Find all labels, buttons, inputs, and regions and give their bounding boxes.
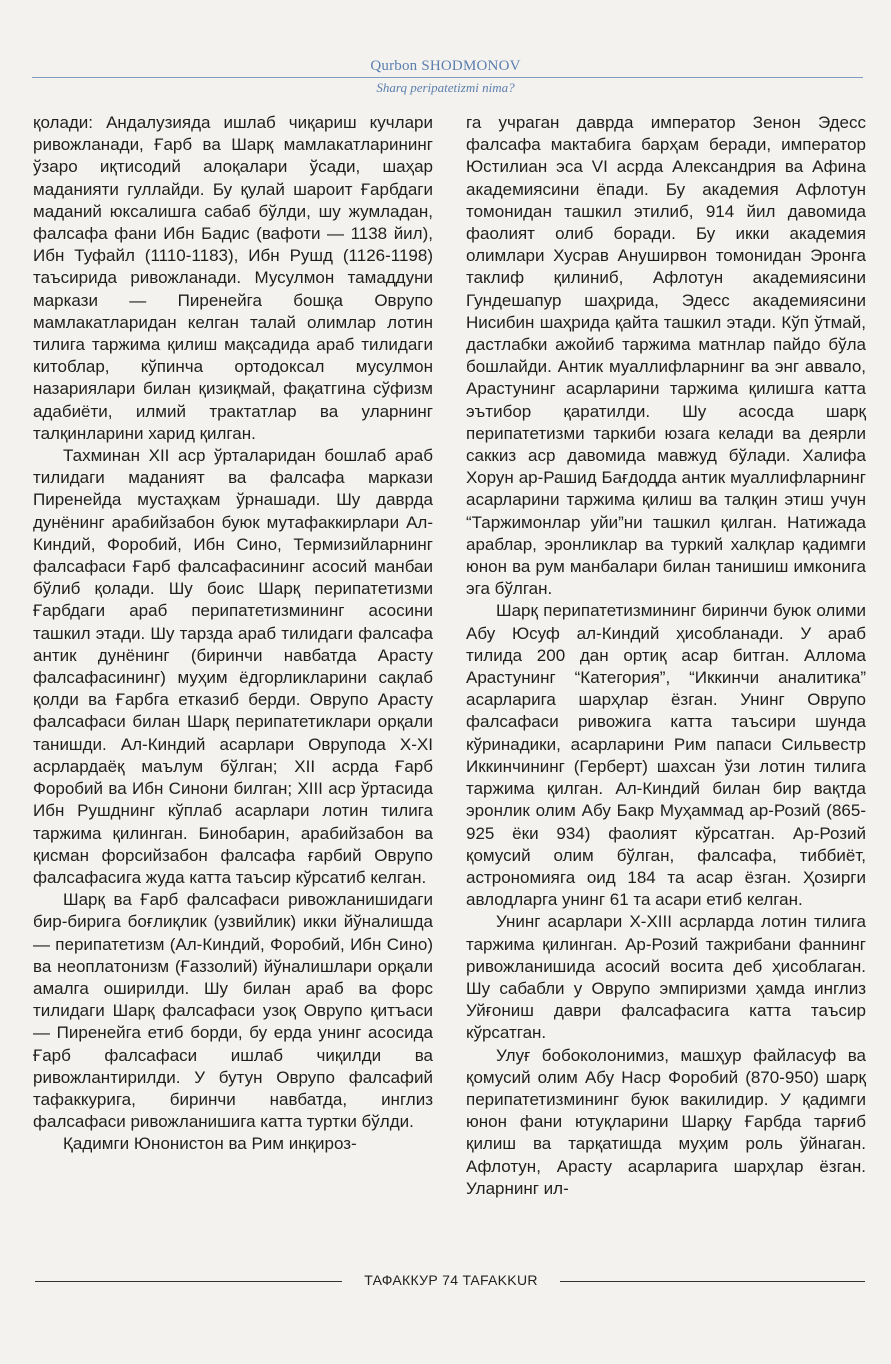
paragraph: га учраган даврда император Зенон Эдесс фалсафа мактабига барҳам беради, император Юстилиан эса VI асрда Александрия ва Афина академиясини ёпади. Бу академия Афлотун томонидан ташкил этилиб, 914 йил давомида фаолият олиб боради. Бу икки академия олимлари Хусрав Ануширвон томонидан Эронга таклиф қилиниб, Афлотун академиясини Гундешапур шаҳрида, Эдесс академиясини Нисибин шаҳрида қайта ташкил этади. Кўп ўтмай, дастлабки ажойиб таржима матнлар пайдо бўла бошлайди. Антик муаллифларнинг ва энг аввало, Арастунинг асарларини таржима қилишга катта эътибор қаратилди. Шу асосда шарқ перипатетизми таркиби юзага келади ва деярли саккиз аср давомида мавжуд бўлади. Халифа Хорун ар-Рашид Бағдодда антик муаллифларнинг асарларини таржима қилиш ва талқин этиш учун “Таржимонлар уйи”ни ташкил қилган. Натижада араблар, эронликлар ва туркий халқлар қадимги юнон ва рум манбалари билан танишиш имконига эга бўлган. bbox=[466, 113, 866, 599]
paragraph: Шарқ ва Ғарб фалсафаси ривожланишидаги бир-бирига боғлиқлик (узвийлик) икки йўналишда — перипатетизм (Ал-Киндий, Форобий, Ибн Сино) ва неоплатонизм (Ғаззолий) йўналишлари орқали амалга оширилди. Шу билан араб ва форс тилидаги Шарқ фалсафаси узоқ Оврупо қитъаси — Пиренейга етиб борди, бу ерда унинг асосида Ғарб фалсафаси ишлаб чиқилди ва ривожлантирилди. У бутун Оврупо фалсафий тафаккурига, биринчи навбатда, инглиз фалсафаси ривожланишига катта туртки бўлди. bbox=[33, 890, 433, 1132]
page-footer bbox=[0, 1270, 891, 1292]
header-rule bbox=[32, 77, 863, 78]
paragraph: қолади: Андалузияда ишлаб чиқариш кучлари ривожланади, Ғарб ва Шарқ мамлакатларининг ўзаро иқтисодий алоқалари ўсади, шаҳар маданияти гуллайди. Бу қулай шароит Ғарбдаги маданий юксалишга сабаб бўлди, шу жумладан, фалсафа фани Ибн Бадис (вафоти — 1138 йил), Ибн Туфайл (1110-1183), Ибн Рушд (1126-1198) таъсирида ривожланади. Мусулмон тамаддуни маркази — Пиренейга бошқа Оврупо мамлакатларидан келган талай олимлар лотин тилига таржима қилиш мақсадида араб тилидаги китоблар, кўпинча ортодоксал мусулмон назариялари билан қизиқмай, фақатгина сўфизм адабиёти, илмий трактатлар ва уларнинг талқинларини харид қилган. bbox=[33, 113, 433, 443]
right-column bbox=[466, 112, 866, 1200]
header-subtitle: Sharq peripatetizmi nima? bbox=[376, 80, 515, 95]
paragraph: Шарқ перипатетизмининг биринчи буюк олими Абу Юсуф ал-Киндий ҳисобланади. У араб тилида 200 дан ортиқ асар битган. Аллома Арастунинг “Категория”, “Иккинчи аналитика” асарларига шарҳлар ёзган. Унинг Оврупо фалсафаси ривожига катта таъсири шунда кўринадики, асарларини Рим папаси Сильвестр Иккинчининг (Герберт) шахсан ўзи лотин тилига таржима қилган. Ал-Киндий билан бир вақтда эронлик олим Абу Бакр Муҳаммад ар-Розий (865-925 ёки 934) фаолият кўрсатган. Ар-Розий қомусий олим бўлган, фалсафа, тиббиёт, астрономияга оид 184 та асар ёзган. Ҳозирги авлодларга унинг 61 та асари етиб келган. bbox=[466, 601, 866, 910]
paragraph: Қадимги Юнонистон ва Рим инқироз- bbox=[63, 1134, 357, 1154]
footer-rule-right bbox=[560, 1281, 865, 1282]
left-column bbox=[33, 112, 433, 1156]
paragraph: Тахминан XII аср ўрталаридан бошлаб араб тилидаги маданият ва фалсафа маркази Пиренейда мустаҳкам ўрнашади. Шу даврда дунёнинг арабийзабон буюк мутафаккирлари Ал-Киндий, Форобий, Ибн Сино, Термизийларнинг фалсафаси Ғарб фалсафасининг асосий манбаи бўлиб қолади. Шу боис Шарқ перипатетизми Ғарбдаги араб перипатетизмининг асосини ташкил этади. Шу тарзда араб тилидаги фалсафа антик дунёнинг (биринчи навбатда Арасту фалсафасининг) муҳим ёдгорликларини сақлаб қолди ва Ғарбга етказиб берди. Оврупо Арасту фалсафаси билан Шарқ перипатетиклари орқали танишди. Ал-Киндий асарлари Оврупода X-XI асрлардаёқ маълум бўлган; XII асрда Ғарб Форобий ва Ибн Синони билган; XIII аср ўртасида Ибн Рушднинг кўплаб асарлари лотин тилига таржима қилинган. Бинобарин, арабийзабон ва қисман форсийзабон фалсафа ғарбий Оврупо фалсафасига жуда катта таъсир кўрсатиб келган. bbox=[33, 446, 433, 887]
paragraph: Унинг асарлари X-XIII асрларда лотин тилига таржима қилинган. Ар-Розий тажрибани фаннинг ривожланишида асосий восита деб ҳисоблаган. Шу сабабли у Оврупо эмпиризми ҳамда инглиз Уйғониш даври фалсафасига катта таъсир кўрсатган. bbox=[466, 912, 866, 1043]
header-author: Qurbon SHODMONOV bbox=[370, 58, 521, 74]
running-header bbox=[0, 58, 891, 98]
paragraph: Улуғ бобоколонимиз, машҳур файласуф ва қомусий олим Абу Наср Форобий (870-950) шарқ перипатетизмининг буюк вакилидир. У қадимги юнон фани ютуқларини Шарқу Ғарбда тарғиб қилиш ва тарқатишда муҳим роль ўйнаган. Афлотун, Арасту асарларига шарҳлар ёзган. Уларнинг ил- bbox=[466, 1045, 866, 1198]
footer-page-label: ТАФАККУР 74 TAFAKKUR bbox=[364, 1272, 538, 1288]
footer-rule-left bbox=[35, 1281, 342, 1282]
